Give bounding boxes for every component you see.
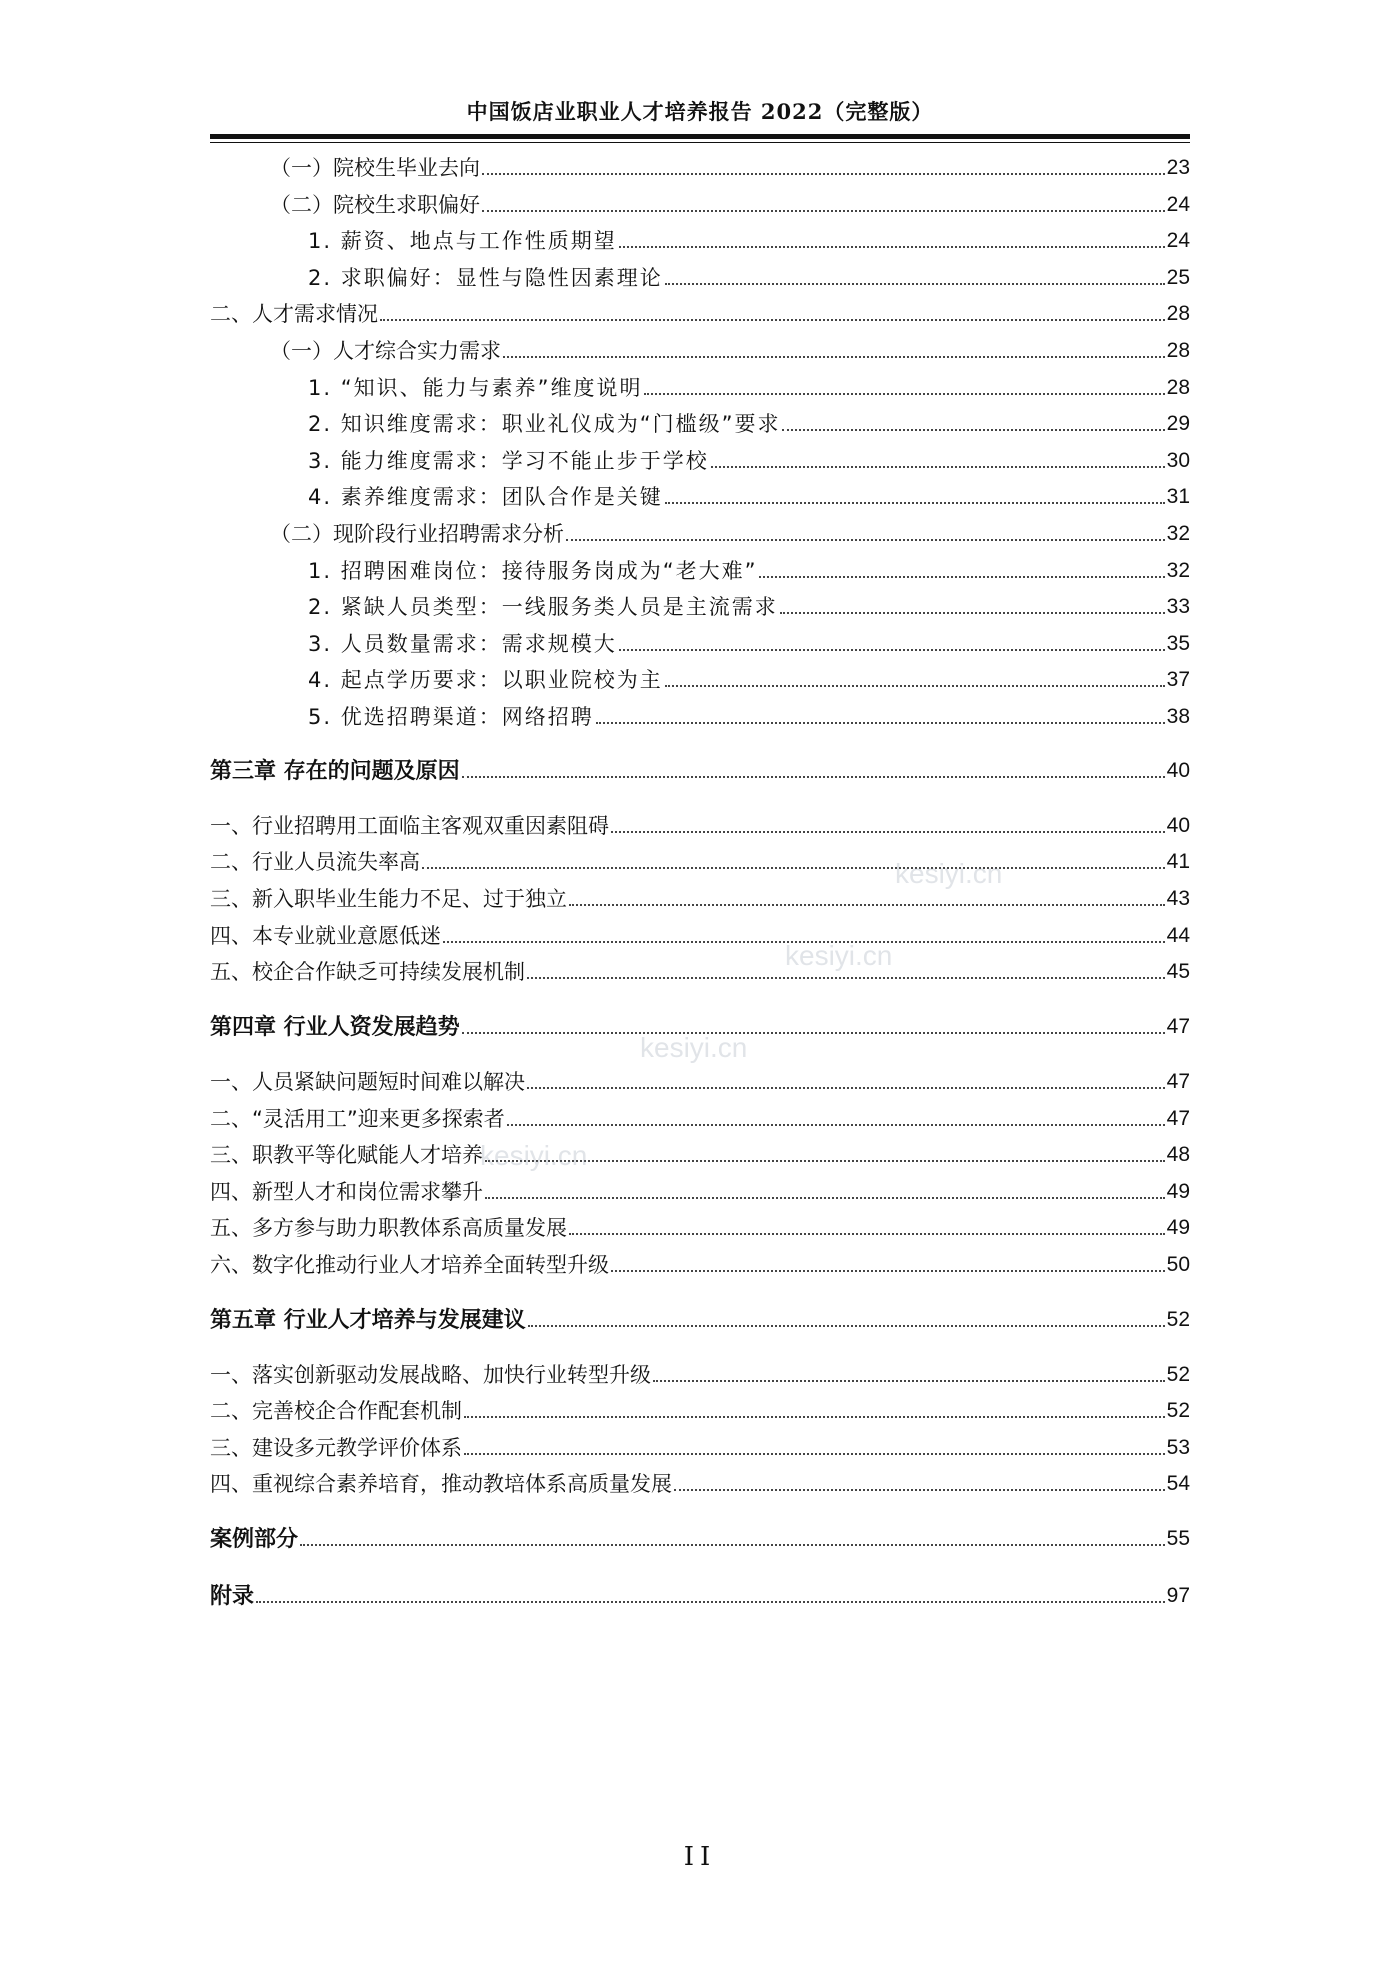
- dot-leader: [596, 722, 1165, 724]
- toc-entry-title: 4. 起点学历要求：以职业院校为主: [308, 668, 663, 692]
- toc-entry[interactable]: [0, 1104, 1400, 1134]
- toc-entry-title: 四、本专业就业意愿低迷: [210, 924, 441, 948]
- toc-entry[interactable]: [0, 519, 1400, 549]
- toc-entry[interactable]: [0, 1140, 1400, 1170]
- toc-entry-title: 2. 知识维度需求：职业礼仪成为“门槛级”要求: [308, 412, 781, 436]
- dot-leader: [619, 649, 1165, 651]
- toc-chapter-entry[interactable]: [0, 1305, 1400, 1335]
- toc-entry-title: 案例部分: [210, 1526, 299, 1552]
- toc-entry-page: 47: [1166, 1107, 1190, 1130]
- dot-leader: [782, 429, 1164, 431]
- toc-entry-title: 一、落实创新驱动发展战略、加快行业转型升级: [210, 1363, 651, 1387]
- toc-entry-title: 3. 能力维度需求：学习不能止步于学校: [308, 449, 709, 473]
- toc-entry-page: 49: [1166, 1216, 1190, 1239]
- toc-entry-page: 28: [1166, 302, 1190, 325]
- toc-entry-title: 五、校企合作缺乏可持续发展机制: [210, 960, 525, 984]
- dot-leader: [711, 466, 1165, 468]
- toc-entry-title: 第四章 行业人资发展趋势: [210, 1014, 460, 1040]
- toc-entry-page: 32: [1166, 559, 1190, 582]
- toc-entry-title: 2. 求职偏好：显性与隐性因素理论: [308, 266, 663, 290]
- toc-entry-title: 五、多方参与助力职教体系高质量发展: [210, 1216, 567, 1240]
- toc-entry[interactable]: [0, 373, 1400, 403]
- toc-entry-page: 48: [1166, 1143, 1190, 1166]
- dot-leader: [503, 356, 1165, 358]
- toc-entry-page: 49: [1166, 1180, 1190, 1203]
- dot-leader: [665, 502, 1165, 504]
- toc-entry[interactable]: [0, 592, 1400, 622]
- toc-entry-title: 附录: [210, 1583, 255, 1609]
- dot-leader: [611, 1270, 1165, 1272]
- dot-leader: [300, 1544, 1165, 1546]
- toc-entry[interactable]: [0, 665, 1400, 695]
- toc-entry-page: 50: [1166, 1253, 1190, 1276]
- toc-entry-page: 41: [1166, 850, 1190, 873]
- toc-entry[interactable]: [0, 556, 1400, 586]
- toc-entry-title: （一）人才综合实力需求: [270, 339, 501, 363]
- toc-entry-title: 一、人员紧缺问题短时间难以解决: [210, 1070, 525, 1094]
- dot-leader: [482, 173, 1165, 175]
- toc-entry-page: 24: [1166, 229, 1190, 252]
- toc-entry-page: 28: [1166, 339, 1190, 362]
- toc-entry-title: 二、完善校企合作配套机制: [210, 1399, 462, 1423]
- dot-leader: [462, 776, 1165, 778]
- toc-entry[interactable]: [0, 847, 1400, 877]
- dot-leader: [780, 612, 1165, 614]
- toc-entry-page: 52: [1166, 1363, 1190, 1386]
- dot-leader: [464, 1453, 1165, 1455]
- dot-leader: [462, 1032, 1165, 1034]
- dot-leader: [665, 283, 1165, 285]
- toc-entry[interactable]: [0, 226, 1400, 256]
- dot-leader: [507, 1124, 1165, 1126]
- toc-entry[interactable]: [0, 299, 1400, 329]
- toc-entry[interactable]: [0, 1067, 1400, 1097]
- toc-entry[interactable]: [0, 409, 1400, 439]
- toc-entry-title: 1. 薪资、地点与工作性质期望: [308, 229, 617, 253]
- toc-entry[interactable]: [0, 884, 1400, 914]
- toc-entry[interactable]: [0, 446, 1400, 476]
- dot-leader: [611, 831, 1165, 833]
- toc-entry-title: 1. “知识、能力与素养”维度说明: [308, 376, 643, 400]
- toc-entry-title: （一）院校生毕业去向: [270, 156, 480, 180]
- toc-entry-page: 97: [1166, 1584, 1190, 1607]
- dot-leader: [569, 904, 1165, 906]
- toc-entry-title: 一、行业招聘用工面临主客观双重因素阻碍: [210, 814, 609, 838]
- toc-entry-page: 30: [1166, 449, 1190, 472]
- toc-entry-page: 32: [1166, 522, 1190, 545]
- toc-entry-page: 33: [1166, 595, 1190, 618]
- toc-entry-page: 28: [1166, 376, 1190, 399]
- toc-entry-page: 47: [1166, 1015, 1190, 1038]
- toc-entry-page: 24: [1166, 193, 1190, 216]
- toc-entry[interactable]: [0, 263, 1400, 293]
- toc-entry[interactable]: [0, 190, 1400, 220]
- toc-entry[interactable]: [0, 1177, 1400, 1207]
- toc-entry[interactable]: [0, 153, 1400, 183]
- toc-entry-page: 52: [1166, 1399, 1190, 1422]
- toc-entry-page: 55: [1166, 1527, 1190, 1550]
- dot-leader: [443, 941, 1165, 943]
- toc-entry[interactable]: [0, 811, 1400, 841]
- toc-entry-title: 二、行业人员流失率高: [210, 850, 420, 874]
- toc-entry[interactable]: [0, 1469, 1400, 1499]
- toc-entry-page: 37: [1166, 668, 1190, 691]
- toc-entry-title: 二、人才需求情况: [210, 302, 378, 326]
- dot-leader: [644, 393, 1164, 395]
- toc-entry-title: 四、新型人才和岗位需求攀升: [210, 1180, 483, 1204]
- dot-leader: [566, 539, 1165, 541]
- toc-entry-title: 二、“灵活用工”迎来更多探索者: [210, 1107, 505, 1131]
- toc-entry[interactable]: [0, 1360, 1400, 1390]
- toc-entry[interactable]: [0, 957, 1400, 987]
- toc-entry-title: （二）院校生求职偏好: [270, 193, 480, 217]
- toc-entry[interactable]: [0, 629, 1400, 659]
- toc-entry-title: 5. 优选招聘渠道：网络招聘: [308, 705, 594, 729]
- toc-entry[interactable]: [0, 336, 1400, 366]
- toc-entry-title: 三、职教平等化赋能人才培养: [210, 1143, 483, 1167]
- toc-entry-title: 六、数字化推动行业人才培养全面转型升级: [210, 1253, 609, 1277]
- dot-leader: [528, 1325, 1165, 1327]
- dot-leader: [665, 685, 1165, 687]
- page-number: II: [683, 1842, 717, 1872]
- toc-entry-page: 44: [1166, 924, 1190, 947]
- dot-leader: [653, 1380, 1165, 1382]
- toc-entry-title: （二）现阶段行业招聘需求分析: [270, 522, 564, 546]
- toc-entry-page: 52: [1166, 1308, 1190, 1331]
- toc-entry[interactable]: [0, 1213, 1400, 1243]
- toc-entry-page: 25: [1166, 266, 1190, 289]
- toc-entry-page: 45: [1166, 960, 1190, 983]
- toc-chapter-entry[interactable]: [0, 1581, 1400, 1611]
- watermark: kesiyi.cn: [480, 1140, 588, 1171]
- toc-entry-page: 29: [1166, 412, 1190, 435]
- watermark: kesiyi.cn: [895, 858, 1003, 889]
- watermark: kesiyi.cn: [640, 1032, 748, 1063]
- dot-leader: [527, 977, 1165, 979]
- toc-entry-page: 35: [1166, 632, 1190, 655]
- toc-entry-title: 1. 招聘困难岗位：接待服务岗成为“老大难”: [308, 559, 758, 583]
- dot-leader: [422, 867, 1165, 869]
- toc-entry-title: 三、建设多元教学评价体系: [210, 1436, 462, 1460]
- dot-leader: [464, 1416, 1165, 1418]
- dot-leader: [485, 1160, 1165, 1162]
- toc-entry[interactable]: [0, 482, 1400, 512]
- toc-entry-title: 4. 素养维度需求：团队合作是关键: [308, 485, 663, 509]
- toc-entry[interactable]: [0, 702, 1400, 732]
- toc-entry-page: 23: [1166, 156, 1190, 179]
- toc-entry-page: 31: [1166, 485, 1190, 508]
- running-header: 中国饭店业职业人才培养报告 2022（完整版）: [466, 99, 934, 124]
- watermark: kesiyi.cn: [785, 940, 893, 971]
- dot-leader: [527, 1087, 1165, 1089]
- toc-entry-page: 38: [1166, 705, 1190, 728]
- toc-entry[interactable]: [0, 1396, 1400, 1426]
- dot-leader: [256, 1601, 1165, 1603]
- dot-leader: [674, 1489, 1165, 1491]
- toc-entry-title: 第五章 行业人才培养与发展建议: [210, 1307, 526, 1333]
- dot-leader: [482, 210, 1165, 212]
- toc-entry[interactable]: [0, 1433, 1400, 1463]
- toc-entry[interactable]: [0, 921, 1400, 951]
- toc-entry-title: 三、新入职毕业生能力不足、过于独立: [210, 887, 567, 911]
- toc-entry-title: 四、重视综合素养培育，推动教培体系高质量发展: [210, 1472, 672, 1496]
- toc-entry-page: 54: [1166, 1472, 1190, 1495]
- toc-entry-page: 40: [1166, 814, 1190, 837]
- dot-leader: [759, 576, 1164, 578]
- toc-entry-page: 53: [1166, 1436, 1190, 1459]
- dot-leader: [619, 246, 1165, 248]
- toc-entry-page: 43: [1166, 887, 1190, 910]
- toc-chapter-entry[interactable]: [0, 1524, 1400, 1554]
- toc-entry-title: 2. 紧缺人员类型：一线服务类人员是主流需求: [308, 595, 778, 619]
- toc-chapter-entry[interactable]: [0, 1012, 1400, 1042]
- toc-entry-page: 47: [1166, 1070, 1190, 1093]
- toc-entry-title: 第三章 存在的问题及原因: [210, 758, 460, 784]
- toc-entry-page: 40: [1166, 759, 1190, 782]
- toc-chapter-entry[interactable]: [0, 756, 1400, 786]
- dot-leader: [485, 1197, 1165, 1199]
- toc-entry[interactable]: [0, 1250, 1400, 1280]
- dot-leader: [569, 1233, 1165, 1235]
- toc-entry-title: 3. 人员数量需求：需求规模大: [308, 632, 617, 656]
- dot-leader: [380, 319, 1165, 321]
